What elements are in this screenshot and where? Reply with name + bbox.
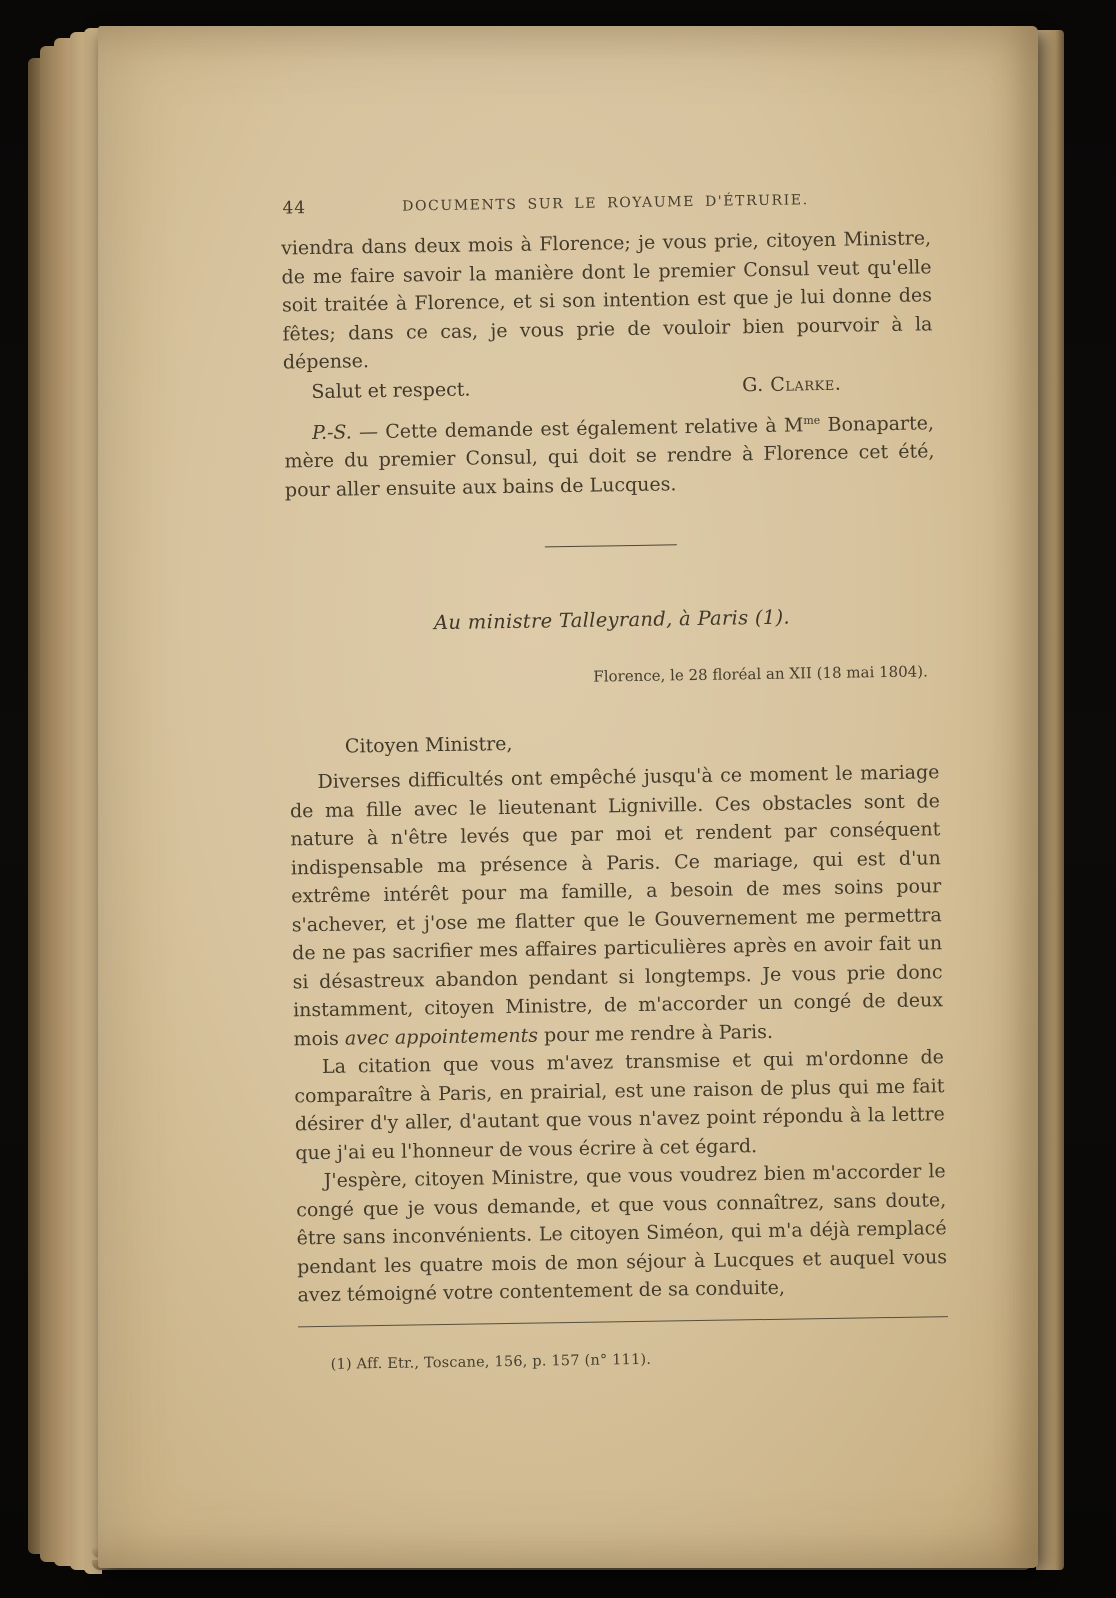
book-page	[98, 26, 1038, 1568]
ps-label: P.-S. —	[311, 420, 386, 444]
letter1-salutation: Salut et respect.	[311, 378, 471, 403]
footnote: (1) Aff. Etr., Toscane, 156, p. 157 (n° 111).	[330, 1351, 652, 1373]
running-head	[280, 186, 930, 222]
ps-text-cont: Bonaparte, mère du premier Consul, qui doit se rendre à Florence cet été, pour aller ensuite aux bains de Lucques.	[284, 411, 935, 501]
para1-italic-phrase: avec appointements	[344, 1024, 539, 1050]
letter1-signature-row	[283, 371, 933, 403]
ps-superscript: me	[803, 413, 821, 427]
letter2-paragraph-1	[289, 758, 943, 1053]
letter2-paragraph-3: J'espère, citoyen Ministre, que vous voudrez bien m'accorder le congé que je vous demande, et que vous connaîtrez, sans doute, être sans inconvénients. Le citoyen Siméon, qui m'a déjà remplacé pendant les quatre mois de mon séjour à Lucques et auquel vous avez témoigné votre contentement de sa conduite,	[296, 1160, 948, 1307]
letter2-salutation: Citoyen Ministre,	[344, 732, 513, 758]
letter2-dateline: Florence, le 28 floréal an XII (18 mai 1804).	[593, 662, 928, 686]
footnote-rule	[298, 1316, 948, 1327]
page-content	[92, 19, 1053, 1376]
page-number: 44	[282, 198, 307, 219]
letter1-body: viendra dans deux mois à Florence; je vous prie, citoyen Ministre, de me faire savoir la manière dont le premier Consul veut qu'elle soit traitée à Florence, et si son intention est que je lui donne des fêtes; dans ce cas, je vous prie de vouloir bien pourvoir à la dépense.	[280, 227, 933, 374]
para1-text: Diverses difficultés ont empêché jusqu'à ce moment le mariage de ma fille avec le lieutenant Ligniville. Ces obstacles sont de nature à n'être levés que par moi et rendent par conséquent indispensable ma présence à Paris. Ce mariage, qui est d'un extrême intérêt pour ma famille, a besoin de mes soins pour s'achever, et j'ose me flatter que le Gouvernement me permettra de ne pas sacrifier mes affaires particulières après en avoir fait un si désastreux abandon pendant si longtemps. Je vous prie donc instamment, citoyen Ministre, de m'accorder un congé de deux mois	[289, 761, 944, 1050]
letter1-signature: G. Clarke.	[741, 372, 842, 396]
letter2-heading: Au ministre Talleyrand, à Paris (1).	[433, 605, 791, 635]
section-divider	[545, 544, 677, 547]
para1-text-cont: pour me rendre à Paris.	[537, 1020, 774, 1047]
running-header-title: DOCUMENTS SUR LE ROYAUME D'ÉTRURIE.	[402, 192, 809, 215]
letter1-postscript	[284, 409, 935, 505]
ps-text: Cette demande est également relative à M	[385, 413, 804, 443]
letter2-paragraph-2: La citation que vous m'avez transmise et qui m'ordonne de comparaître à Paris, en prairial, est une raison de plus qui me fait désirer d'y aller, d'autant que vous n'avez point répondu à la lettre que j'ai eu l'honneur de vous écrire à cet égard.	[294, 1046, 945, 1164]
